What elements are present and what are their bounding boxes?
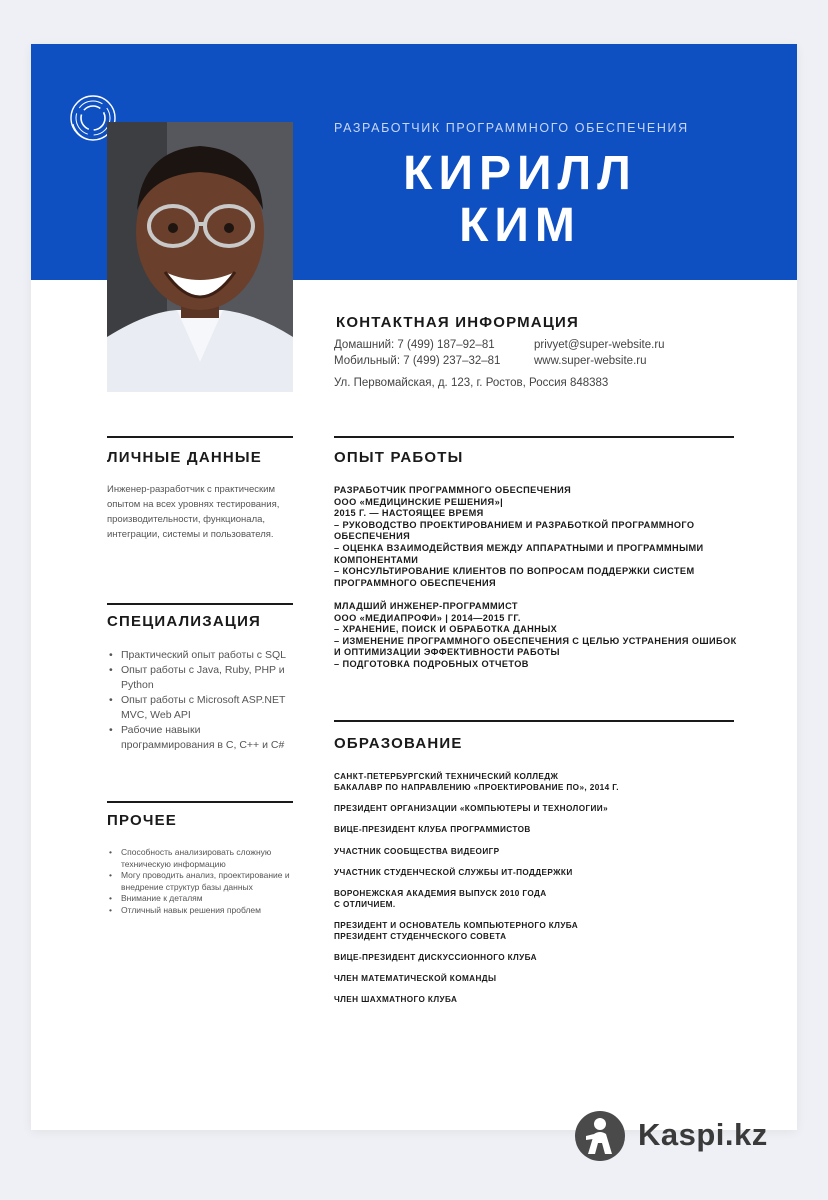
first-name: КИРИЛЛ: [403, 147, 637, 200]
text-line: MVC, Web API: [121, 709, 191, 721]
text-line: • Внимание к деталям: [121, 893, 203, 903]
list-item: [107, 648, 297, 663]
text-line: – ИЗМЕНЕНИЕ ПРОГРАММНОГО ОБЕСПЕЧЕНИЯ С ЦЕЛЬЮ УСТРАНЕНИЯ ОШИБОК: [334, 635, 737, 646]
text-line: Python: [121, 679, 154, 691]
education-entry: [334, 973, 754, 984]
divider: [107, 801, 293, 803]
text-line: внедрение структур базы данных: [121, 881, 253, 892]
text-line: – ХРАНЕНИЕ, ПОИСК И ОБРАБОТКА ДАННЫХ: [334, 624, 558, 635]
resume-page: [31, 44, 797, 1130]
text-line: МЛАДШИЙ ИНЖЕНЕР-ПРОГРАММИСТ: [334, 601, 518, 611]
other-title: ПРОЧЕЕ: [107, 812, 178, 829]
text-line: ВИЦЕ-ПРЕЗИДЕНТ ДИСКУССИОННОГО КЛУБА: [334, 953, 537, 962]
education-entry: [334, 994, 754, 1005]
text-line: ПРЕЗИДЕНТ ОРГАНИЗАЦИИ «КОМПЬЮТЕРЫ И ТЕХНОЛОГИИ»: [334, 804, 609, 813]
divider: [334, 436, 734, 438]
specialization-list: [107, 648, 297, 753]
education-entry: [334, 867, 754, 878]
profile-photo: [107, 122, 293, 392]
education-entry: [334, 803, 754, 814]
text-line: • Отличный навык решения проблем: [121, 904, 261, 915]
text-line: • Способность анализировать сложную: [121, 847, 272, 857]
text-line: БАКАЛАВР ПО НАПРАВЛЕНИЮ «ПРОЕКТИРОВАНИЕ ПО», 2014 Г.: [334, 783, 619, 792]
education-entry: [334, 846, 754, 857]
list-item: [107, 693, 297, 723]
personal-text: [107, 482, 297, 542]
text-line: производительности, функционала,: [107, 514, 266, 525]
text-line: ВИЦЕ-ПРЕЗИДЕНТ КЛУБА ПРОГРАММИСТОВ: [334, 825, 531, 834]
list-item: [107, 905, 297, 917]
education-entry: [334, 920, 754, 942]
text-line: УЧАСТНИК СООБЩЕСТВА ВИДЕОИГР: [334, 847, 500, 856]
contact-title: КОНТАКТНАЯ ИНФОРМАЦИЯ: [336, 314, 579, 331]
text-line: – РУКОВОДСТВО ПРОЕКТИРОВАНИЕМ И РАЗРАБОТКОЙ ПРОГРАММНОГО: [334, 519, 695, 530]
text-line: • Рабочие навыки: [121, 724, 201, 736]
kaspi-logo-icon: [574, 1110, 626, 1162]
home-phone: Домашний: 7 (499) 187–92–81: [334, 339, 495, 351]
experience-title: ОПЫТ РАБОТЫ: [334, 449, 464, 466]
job-entry: [334, 601, 744, 671]
list-item: [107, 847, 297, 870]
specialization-title: СПЕЦИАЛИЗАЦИЯ: [107, 613, 262, 630]
address-text: Ул. Первомайская, д. 123, г. Ростов, Россия 848383: [334, 377, 609, 389]
text-line: САНКТ-ПЕТЕРБУРГСКИЙ ТЕХНИЧЕСКИЙ КОЛЛЕДЖ: [334, 772, 559, 781]
job-subtitle: РАЗРАБОТЧИК ПРОГРАММНОГО ОБЕСПЕЧЕНИЯ: [334, 121, 689, 135]
education-entry: [334, 952, 754, 963]
text-line: интеграции, системы и пользователя.: [107, 529, 274, 540]
education-entry: [334, 824, 754, 835]
text-line: – ОЦЕНКА ВЗАИМОДЕЙСТВИЯ МЕЖДУ АППАРАТНЫМИ И ПРОГРАММНЫМИ: [334, 542, 704, 553]
list-item: [107, 893, 297, 905]
education-title: ОБРАЗОВАНИЕ: [334, 735, 463, 752]
text-line: ВОРОНЕЖСКАЯ АКАДЕМИЯ ВЫПУСК 2010 ГОДА: [334, 889, 547, 898]
kaspi-text: Kaspi.kz: [638, 1117, 768, 1152]
text-line: ЧЛЕН МАТЕМАТИЧЕСКОЙ КОМАНДЫ: [334, 974, 497, 983]
kaspi-watermark: [574, 1110, 804, 1162]
education-entry: [334, 771, 754, 793]
text-line: • Опыт работы с Microsoft ASP.NET: [121, 694, 286, 706]
text-line: • Опыт работы с Java, Ruby, PHP и: [121, 664, 285, 676]
text-line: И ОПТИМИЗАЦИИ ЭФФЕКТИВНОСТИ РАБОТЫ: [334, 647, 560, 658]
divider: [107, 603, 293, 605]
text-line: опытом на всех уровнях тестирования,: [107, 499, 280, 510]
text-line: – КОНСУЛЬТИРОВАНИЕ КЛИЕНТОВ ПО ВОПРОСАМ ПОДДЕРЖКИ СИСТЕМ: [334, 566, 695, 577]
text-line: – ПОДГОТОВКА ПОДРОБНЫХ ОТЧЕТОВ: [334, 658, 529, 669]
other-list: [107, 847, 297, 916]
mobile-phone: Мобильный: 7 (499) 237–32–81: [334, 355, 501, 367]
last-name: КИМ: [459, 199, 581, 252]
text-line: С ОТЛИЧИЕМ.: [334, 900, 396, 909]
text-line: ПРЕЗИДЕНТ СТУДЕНЧЕСКОГО СОВЕТА: [334, 932, 507, 941]
text-line: РАЗРАБОТЧИК ПРОГРАММНОГО ОБЕСПЕЧЕНИЯ: [334, 485, 572, 495]
text-line: ЧЛЕН ШАХМАТНОГО КЛУБА: [334, 995, 458, 1004]
text-line: УЧАСТНИК СТУДЕНЧЕСКОЙ СЛУЖБЫ ИТ-ПОДДЕРЖКИ: [334, 868, 573, 877]
email-text: privyet@super-website.ru: [534, 339, 665, 351]
text-line: • Могу проводить анализ, проектирование и: [121, 870, 290, 880]
text-line: ООО «МЕДИЦИНСКИЕ РЕШЕНИЯ»|: [334, 496, 504, 507]
text-line: • Практический опыт работы с SQL: [121, 649, 286, 661]
text-line: ПРОГРАММНОГО ОБЕСПЕЧЕНИЯ: [334, 577, 497, 588]
education-entry: [334, 888, 754, 910]
website-text: www.super-website.ru: [534, 355, 647, 367]
job-entry: [334, 485, 744, 589]
text-line: КОМПОНЕНТАМИ: [334, 554, 419, 565]
list-item: [107, 663, 297, 693]
text-line: ООО «МЕДИАПРОФИ» | 2014—2015 ГГ.: [334, 612, 521, 623]
text-line: ОБЕСПЕЧЕНИЯ: [334, 531, 411, 542]
text-line: ПРЕЗИДЕНТ И ОСНОВАТЕЛЬ КОМПЬЮТЕРНОГО КЛУБА: [334, 921, 579, 930]
divider: [107, 436, 293, 438]
text-line: Инженер-разработчик с практическим: [107, 484, 275, 495]
list-item: [107, 870, 297, 893]
text-line: 2015 Г. — НАСТОЯЩЕЕ ВРЕМЯ: [334, 508, 484, 519]
portrait-icon: [107, 122, 293, 392]
personal-title: ЛИЧНЫЕ ДАННЫЕ: [107, 449, 263, 466]
text-line: программирования в C, C++ и C#: [121, 739, 285, 751]
text-line: техническую информацию: [121, 858, 226, 869]
divider: [334, 720, 734, 722]
list-item: [107, 723, 297, 753]
